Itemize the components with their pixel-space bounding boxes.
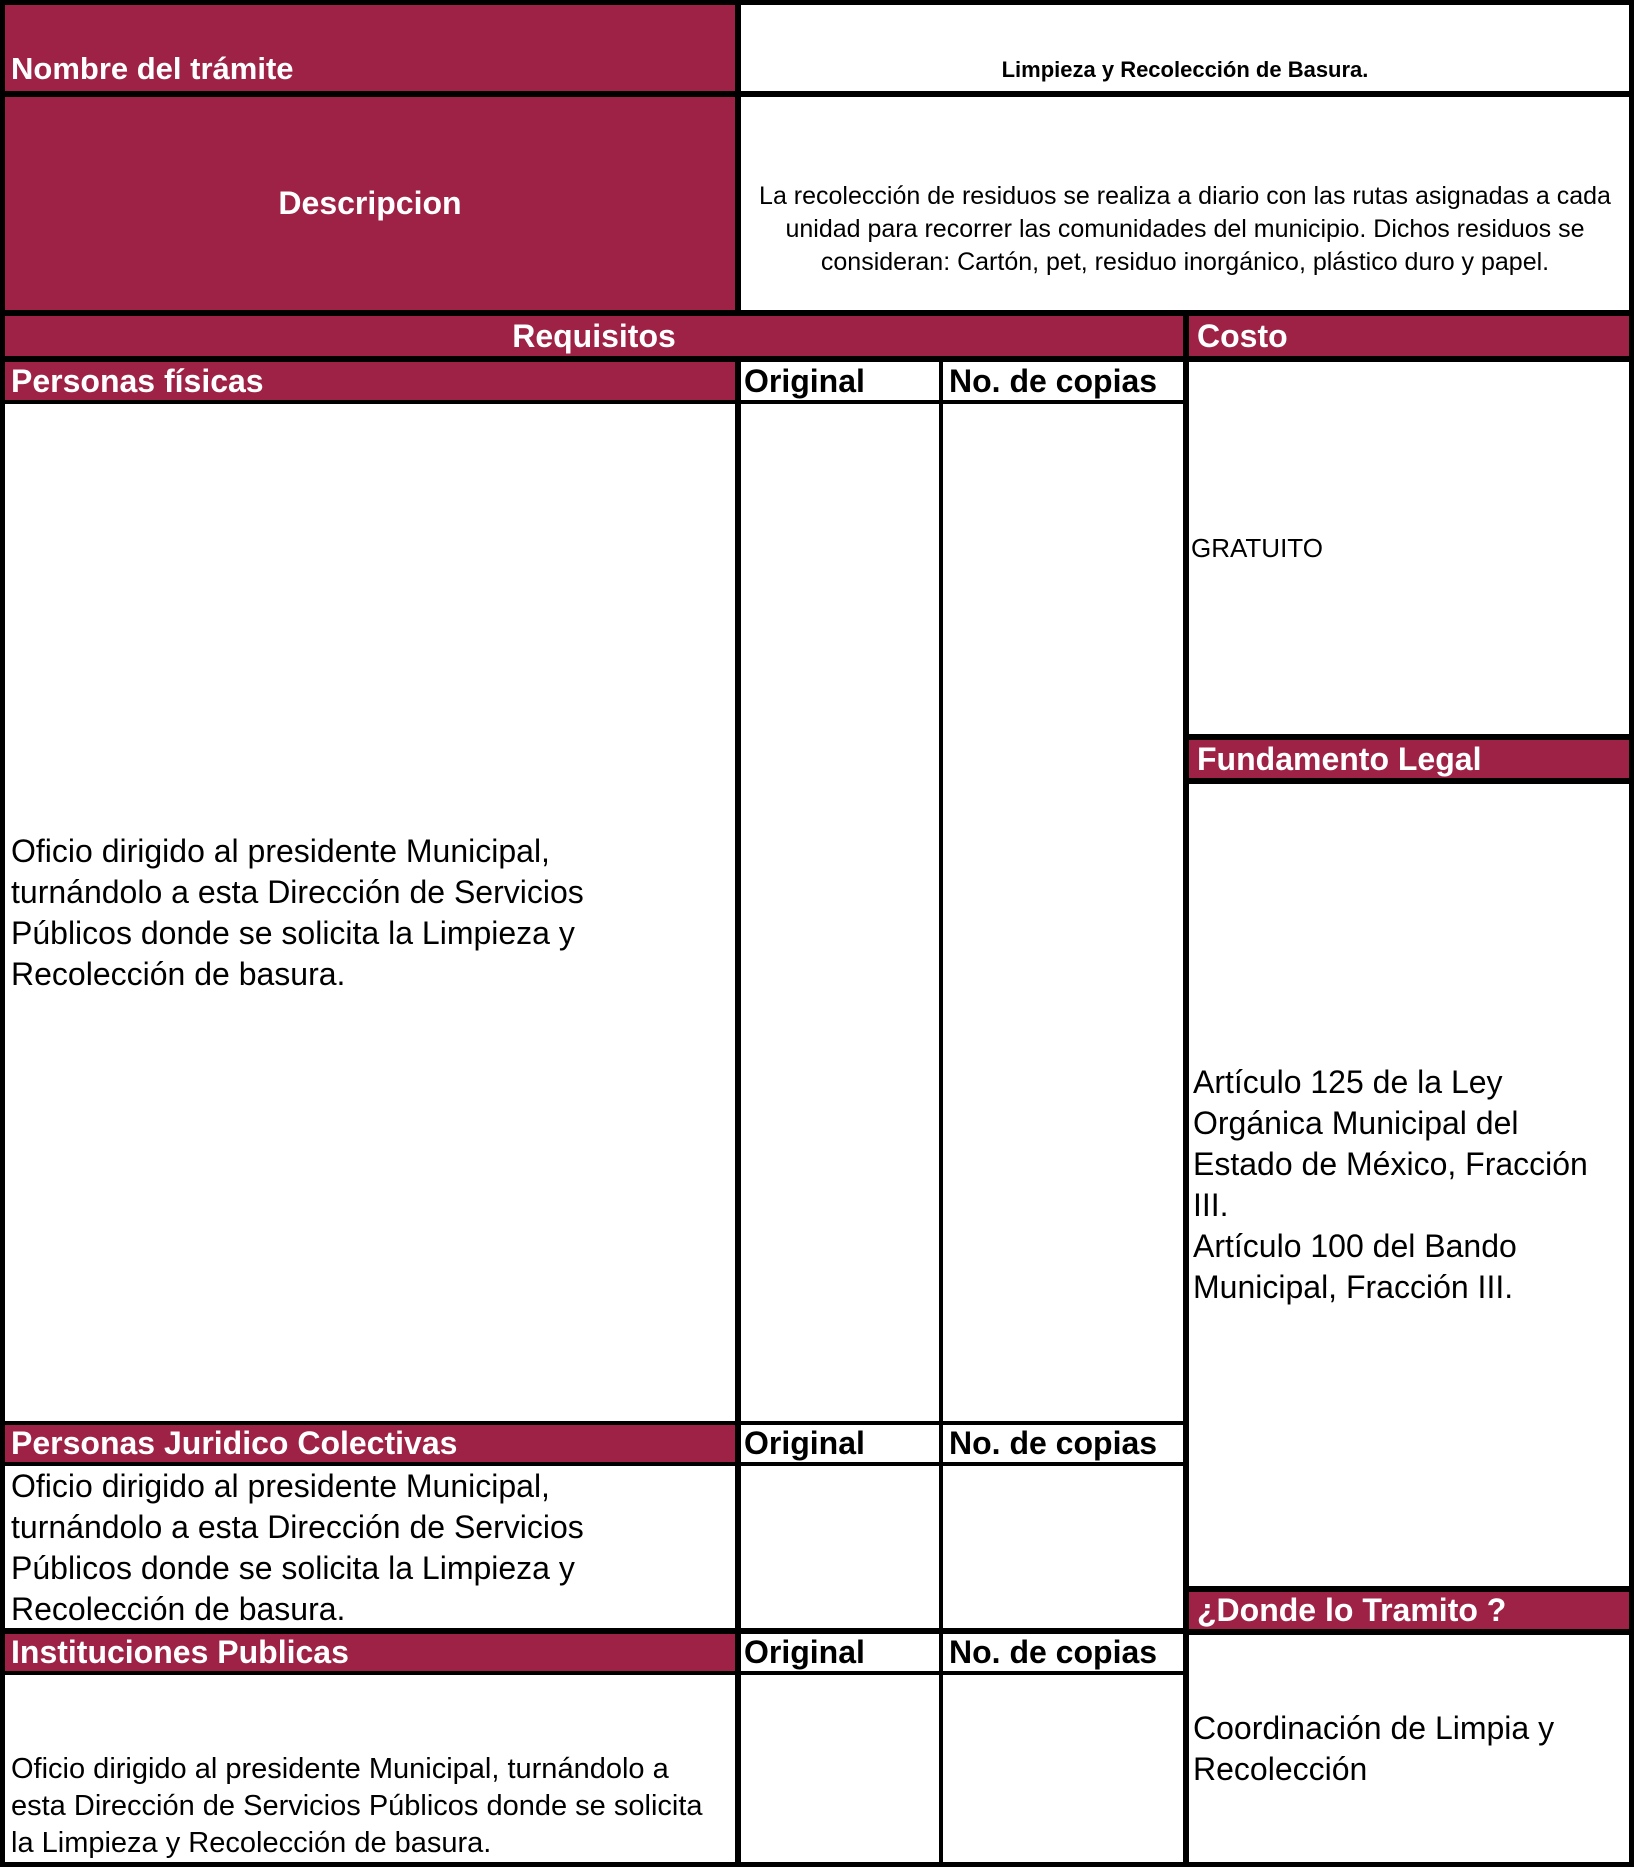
donde-header [1189, 1592, 1629, 1629]
instituciones-label: Instituciones Publicas [11, 1634, 349, 1670]
donde-label: ¿Donde lo Tramito ? [1197, 1592, 1507, 1628]
donde-value: Coordinación de Limpia y Recolección [1193, 1709, 1555, 1787]
descripcion-value-cell [741, 97, 1629, 310]
donde-value-cell [1189, 1635, 1629, 1862]
instituciones-original-cell [741, 1675, 939, 1862]
costo-value-cell [1189, 362, 1629, 734]
fundamento-label: Fundamento Legal [1197, 740, 1482, 777]
requisitos-header [5, 316, 1183, 356]
nombre-label: Nombre del trámite [11, 51, 294, 86]
divider-fisicas-header [0, 400, 1189, 404]
original-label: Original [744, 1425, 865, 1461]
descripcion-label: Descripcion [278, 185, 462, 221]
divider-original-left [735, 362, 741, 1867]
instituciones-copias-cell [943, 1675, 1183, 1862]
fisicas-requisito-cell [5, 404, 735, 1421]
divider-descripcion [0, 310, 1634, 316]
descripcion-label-cell [5, 97, 735, 310]
divider-top-vertical [735, 0, 741, 316]
personas-colectivas-header [5, 1425, 735, 1462]
colectivas-requisito-text: Oficio dirigido al presidente Municipal, turnándolo a esta Dirección de Servicios Públicos donde se solicita la Limpieza y Recolección de basura. [11, 1468, 584, 1627]
copias-label: No. de copias [949, 1634, 1158, 1670]
fundamento-line-1: Artículo 125 de la Ley Orgánica Municipal del Estado de México, Fracción III. [1193, 1064, 1588, 1223]
fisicas-copias-cell [943, 404, 1183, 1421]
nombre-value-cell [741, 5, 1629, 91]
fisicas-original-cell [741, 404, 939, 1421]
fisicas-original-header [741, 362, 939, 400]
personas-fisicas-label: Personas físicas [11, 362, 264, 399]
instituciones-copias-header [943, 1634, 1183, 1671]
instituciones-header [5, 1634, 735, 1671]
colectivas-requisito-cell [5, 1466, 735, 1628]
fundamento-header [1189, 740, 1629, 778]
copias-label: No. de copias [949, 362, 1158, 399]
fisicas-requisito-text: Oficio dirigido al presidente Municipal, turnándolo a esta Dirección de Servicios Públicos donde se solicita la Limpieza y Recolección de basura. [11, 832, 584, 992]
border-left [0, 0, 5, 1867]
colectivas-original-cell [741, 1466, 939, 1628]
original-label: Original [744, 362, 865, 399]
colectivas-copias-header [943, 1425, 1183, 1462]
instituciones-original-header [741, 1634, 939, 1671]
divider-fundamento-header [1189, 778, 1634, 784]
costo-value: GRATUITO [1191, 532, 1323, 563]
nombre-value: Limpieza y Recolección de Basura. [1001, 57, 1369, 82]
divider-requisitos-header [0, 356, 1634, 362]
personas-fisicas-header [5, 362, 735, 400]
fundamento-line-2: Artículo 100 del Bando Municipal, Fracción III. [1193, 1228, 1517, 1305]
border-bottom [0, 1862, 1634, 1867]
divider-publicas-top [0, 1628, 1189, 1634]
divider-colectivas-header [0, 1462, 1189, 1466]
instituciones-requisito-cell [5, 1675, 735, 1862]
requisitos-title: Requisitos [512, 317, 676, 354]
costo-header [1189, 316, 1629, 356]
instituciones-requisito-text: Oficio dirigido al presidente Municipal, turnándolo a esta Dirección de Servicios Públicos donde se solicita la Limpieza y Recolección de basura. [11, 1753, 703, 1859]
costo-label: Costo [1197, 317, 1288, 354]
copias-label: No. de copias [949, 1425, 1158, 1461]
fundamento-value-cell [1189, 784, 1629, 1586]
divider-fundamento-bottom [1189, 1586, 1634, 1592]
divider-donde-header [1189, 1629, 1634, 1635]
divider-nombre [0, 91, 1634, 97]
divider-copias-left [939, 362, 943, 1867]
nombre-label-cell [5, 5, 735, 91]
border-top [0, 0, 1634, 5]
original-label: Original [744, 1634, 865, 1670]
colectivas-copias-cell [943, 1466, 1183, 1628]
divider-publicas-header [0, 1671, 1189, 1675]
divider-colectivas-top [0, 1421, 1189, 1425]
colectivas-original-header [741, 1425, 939, 1462]
personas-colectivas-label: Personas Juridico Colectivas [11, 1425, 458, 1461]
divider-costo-bottom [1189, 734, 1634, 740]
fisicas-copias-header [943, 362, 1183, 400]
descripcion-value: La recolección de residuos se realiza a diario con las rutas asignadas a cada unidad para recorrer las comunidades del municipio. Dichos residuos se consideran: Cartón, pet, residuo inorgánico, plástico duro y papel. [759, 182, 1611, 276]
